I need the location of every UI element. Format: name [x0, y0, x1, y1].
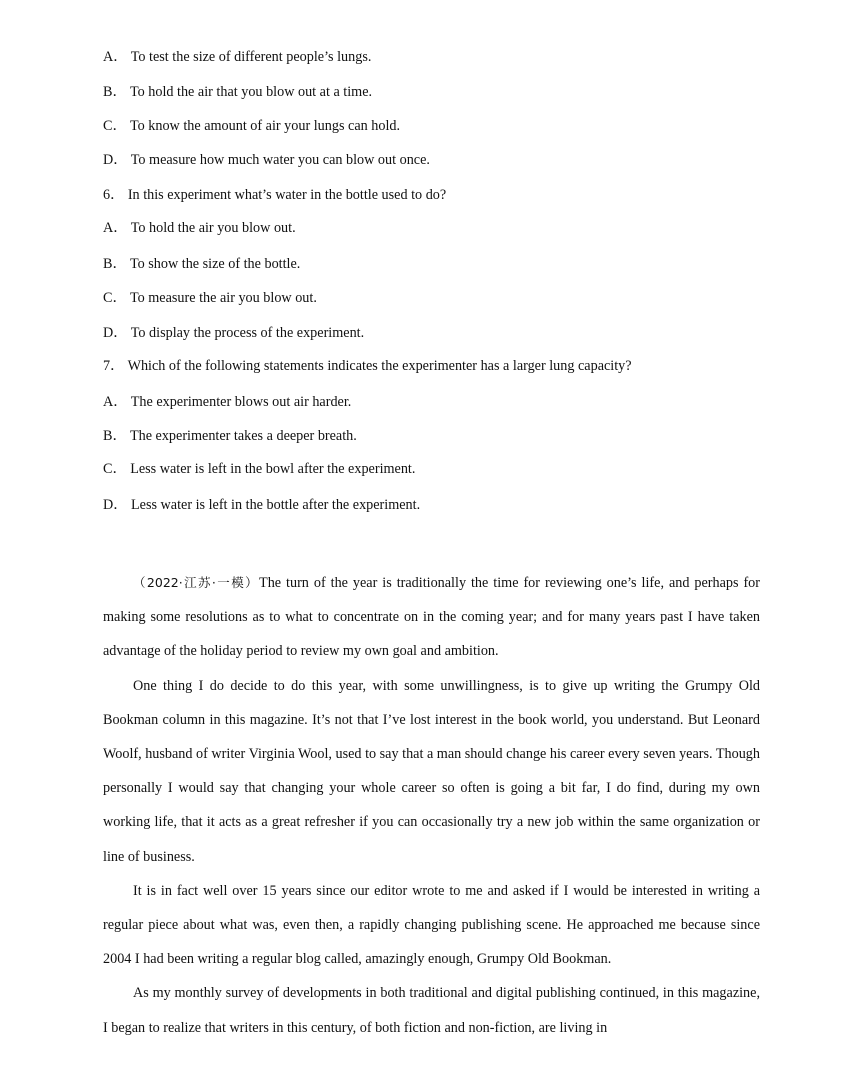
passage-paragraph-2: One thing I do decide to do this year, with some unwillingness, is to give up writing the Grumpy Old Bookman column in this magazine. It’s not that I’ve lost interest in the book world, you understand. But Leonard Woolf, husband of writer Virginia Wool, used to say that a man should change his career every seven years. Though personally I would say that changing your whole career so often is going a bit far, I do find, during my own working life, that it acts as a great refresher if you can occasionally try a new job within the same organization or line of business.	[103, 677, 760, 865]
passage-paragraph-4: As my monthly survey of developments in both traditional and digital publishing continued, in this magazine, I began to realize that writers in this century, of both fiction and non-fiction, are living in	[103, 985, 760, 1036]
passage-paragraph-3: It is in fact well over 15 years since our editor wrote to me and asked if I would be interested in writing a regular piece about what was, even then, a rapidly changing publishing scene. He approached me because since 2004 I had been writing a regular blog called, amazingly enough, Grumpy Old Bookman.	[103, 882, 760, 968]
q7-option-a: A． The experimenter blows out air harder.	[103, 394, 352, 410]
q5-option-b: B． To hold the air that you blow out at a time.	[103, 84, 373, 100]
passage-paragraph-1	[103, 566, 760, 669]
q6-option-d: D． To display the process of the experiment.	[103, 325, 365, 341]
q6-option-c: C． To measure the air you blow out.	[103, 290, 317, 306]
passage-paragraph-1-text: The turn of the year is traditionally the time for reviewing one’s life, and perhaps for making some resolutions as to what to concentrate on in the coming year; and for many years past I have taken advantage of the holiday period to review my own goal and ambition.	[103, 575, 760, 660]
q7-option-b: B． The experimenter takes a deeper breath.	[103, 428, 357, 444]
q5-option-d: D． To measure how much water you can blow out once.	[103, 152, 430, 168]
reading-passage	[103, 566, 760, 1045]
q7-option-c: C． Less water is left in the bowl after the experiment.	[103, 461, 416, 477]
q6-option-b: B． To show the size of the bottle.	[103, 256, 301, 272]
q7-option-d: D． Less water is left in the bottle after the experiment.	[103, 497, 421, 513]
q5-option-a: A． To test the size of different people’s lungs.	[103, 49, 372, 65]
q5-option-c: C． To know the amount of air your lungs can hold.	[103, 118, 401, 134]
passage-source: （2022·江苏·一模）	[133, 575, 260, 590]
q6-question: 6． In this experiment what’s water in the bottle used to do?	[103, 187, 447, 203]
q7-question: 7． Which of the following statements indicates the experimenter has a larger lung capacity?	[103, 358, 632, 374]
q6-option-a: A． To hold the air you blow out.	[103, 220, 296, 236]
